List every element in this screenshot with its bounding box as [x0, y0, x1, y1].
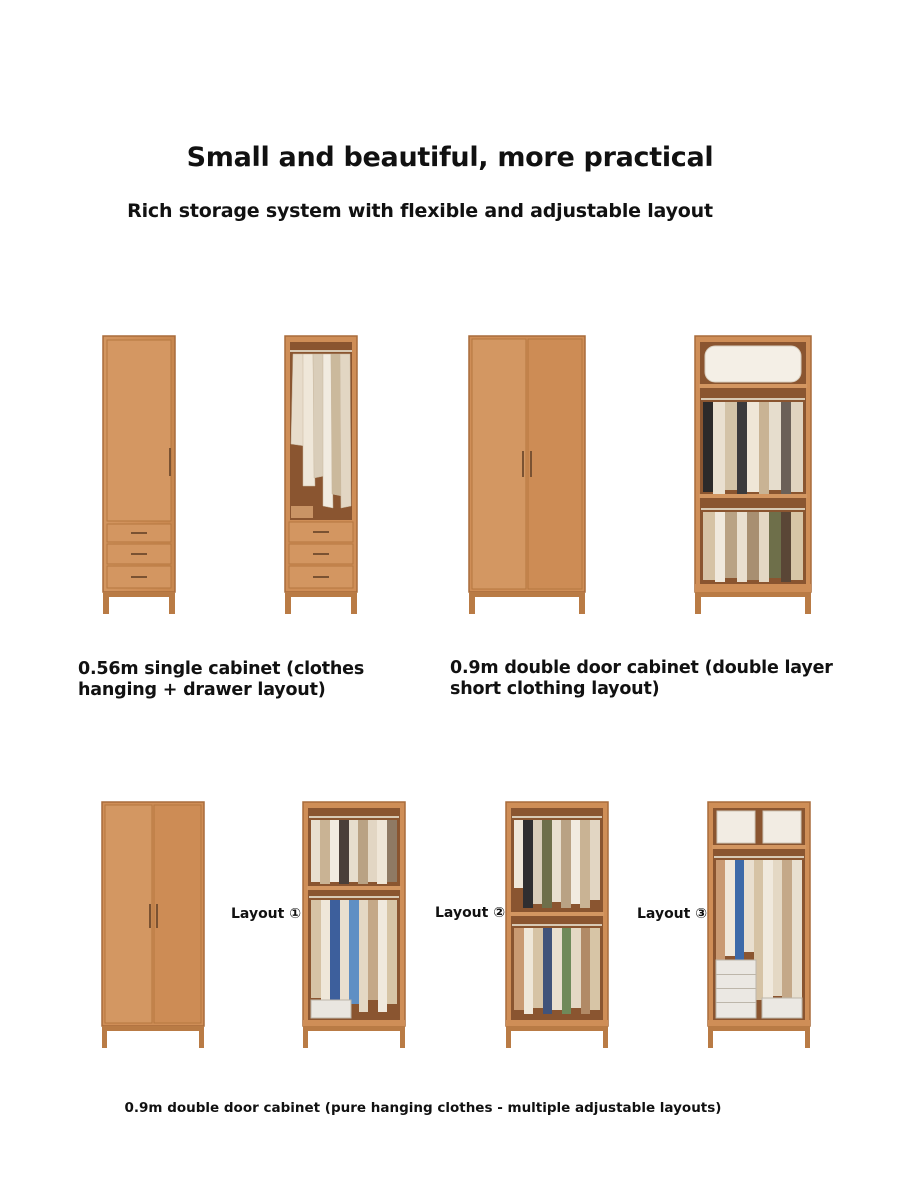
double-cabinet-closed-image [469, 336, 585, 614]
double-cabinet-caption-line1: 0.9m double door cabinet (double layer [450, 658, 833, 678]
page-subtitle: Rich storage system with flexible and adjustable layout [127, 200, 713, 222]
layout-cabinet-closed-image [102, 802, 204, 1048]
double-cabinet-open-image [695, 336, 811, 614]
layout-2-cabinet-image [506, 802, 608, 1048]
layout-3-cabinet-image [708, 802, 810, 1048]
layout-1-cabinet-image [303, 802, 405, 1048]
single-cabinet-caption [78, 659, 364, 701]
single-cabinet-caption-line2: hanging + drawer layout) [78, 680, 326, 700]
page-title: Small and beautiful, more practical [186, 142, 714, 173]
single-cabinet-open-image [285, 336, 357, 614]
layout-2-label: Layout ② [435, 905, 506, 921]
layouts-caption: 0.9m double door cabinet (pure hanging clothes - multiple adjustable layouts) [124, 1100, 722, 1116]
layout-3-label: Layout ③ [637, 906, 708, 922]
double-cabinet-caption-line2: short clothing layout) [450, 679, 660, 699]
double-cabinet-caption [450, 658, 833, 700]
layout-1-label: Layout ① [231, 906, 302, 922]
single-cabinet-closed-image [103, 336, 175, 614]
single-cabinet-caption-line1: 0.56m single cabinet (clothes [78, 659, 365, 679]
